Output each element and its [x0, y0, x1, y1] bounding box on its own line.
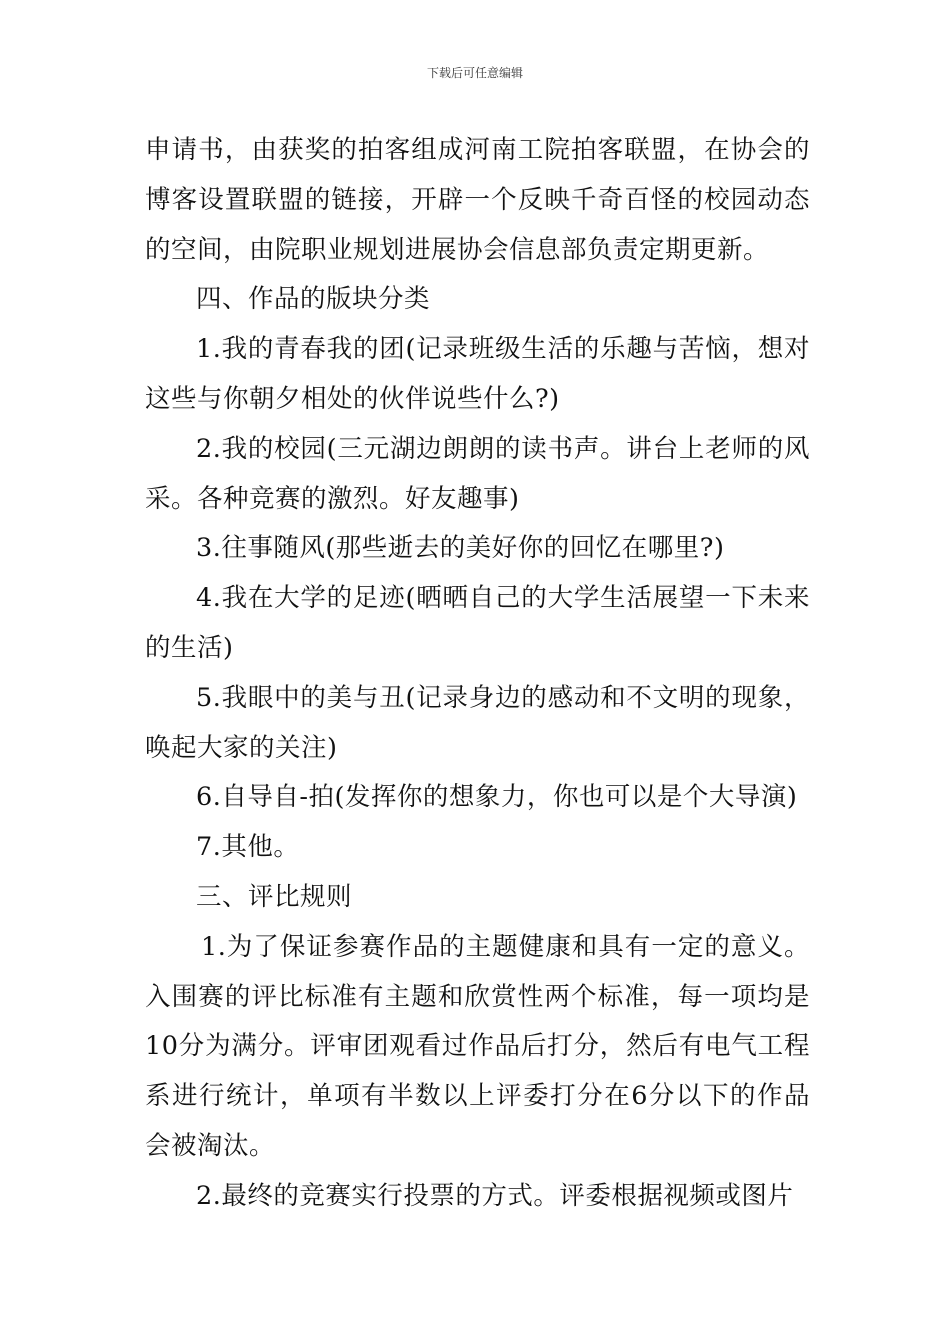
- section-heading-categories: 四、作品的版块分类: [196, 284, 431, 315]
- section-heading-rules: 三、评比规则: [196, 881, 353, 912]
- rule-item-2: 2.最终的竞赛实行投票的方式。评委根据视频或图片: [196, 1180, 794, 1211]
- category-item-3: 3.往事随风(那些逝去的美好你的回忆在哪里?): [196, 533, 725, 564]
- category-item-1: 1.我的青春我的团(记录班级生活的乐趣与苦恼，想对这些与你朝夕相处的伙伴说些什么?): [145, 334, 810, 414]
- category-item-4: 4.我在大学的足迹(晒晒自己的大学生活展望一下未来的生活): [145, 583, 810, 663]
- category-item-6: 6.自导自-拍(发挥你的想象力，你也可以是个大导演): [196, 782, 798, 813]
- paragraph-league-application: 申请书，由获奖的拍客组成河南工院拍客联盟，在协会的博客设置联盟的链接，开辟一个反映千奇百怪的校园动态的空间，由院职业规划进展协会信息部负责定期更新。: [145, 135, 810, 265]
- document-body: [145, 126, 810, 1222]
- page-header-note: 下载后可任意编辑: [426, 66, 523, 80]
- category-item-7: 7.其他。: [196, 832, 300, 863]
- category-item-5: 5.我眼中的美与丑(记录身边的感动和不文明的现象，唤起大家的关注): [145, 682, 810, 763]
- rule-item-1: 1.为了保证参赛作品的主题健康和具有一定的意义。入围赛的评比标准有主题和欣赏性两个标准，每一项均是10分为满分。评审团观看过作品后打分，然后有电气工程系进行统计，单项有半数以上评委打分在6分以下的作品会被淘汰。: [145, 931, 810, 1161]
- category-item-2: 2.我的校园(三元湖边朗朗的读书声。讲台上老师的风采。各种竞赛的激烈。好友趣事): [145, 433, 810, 514]
